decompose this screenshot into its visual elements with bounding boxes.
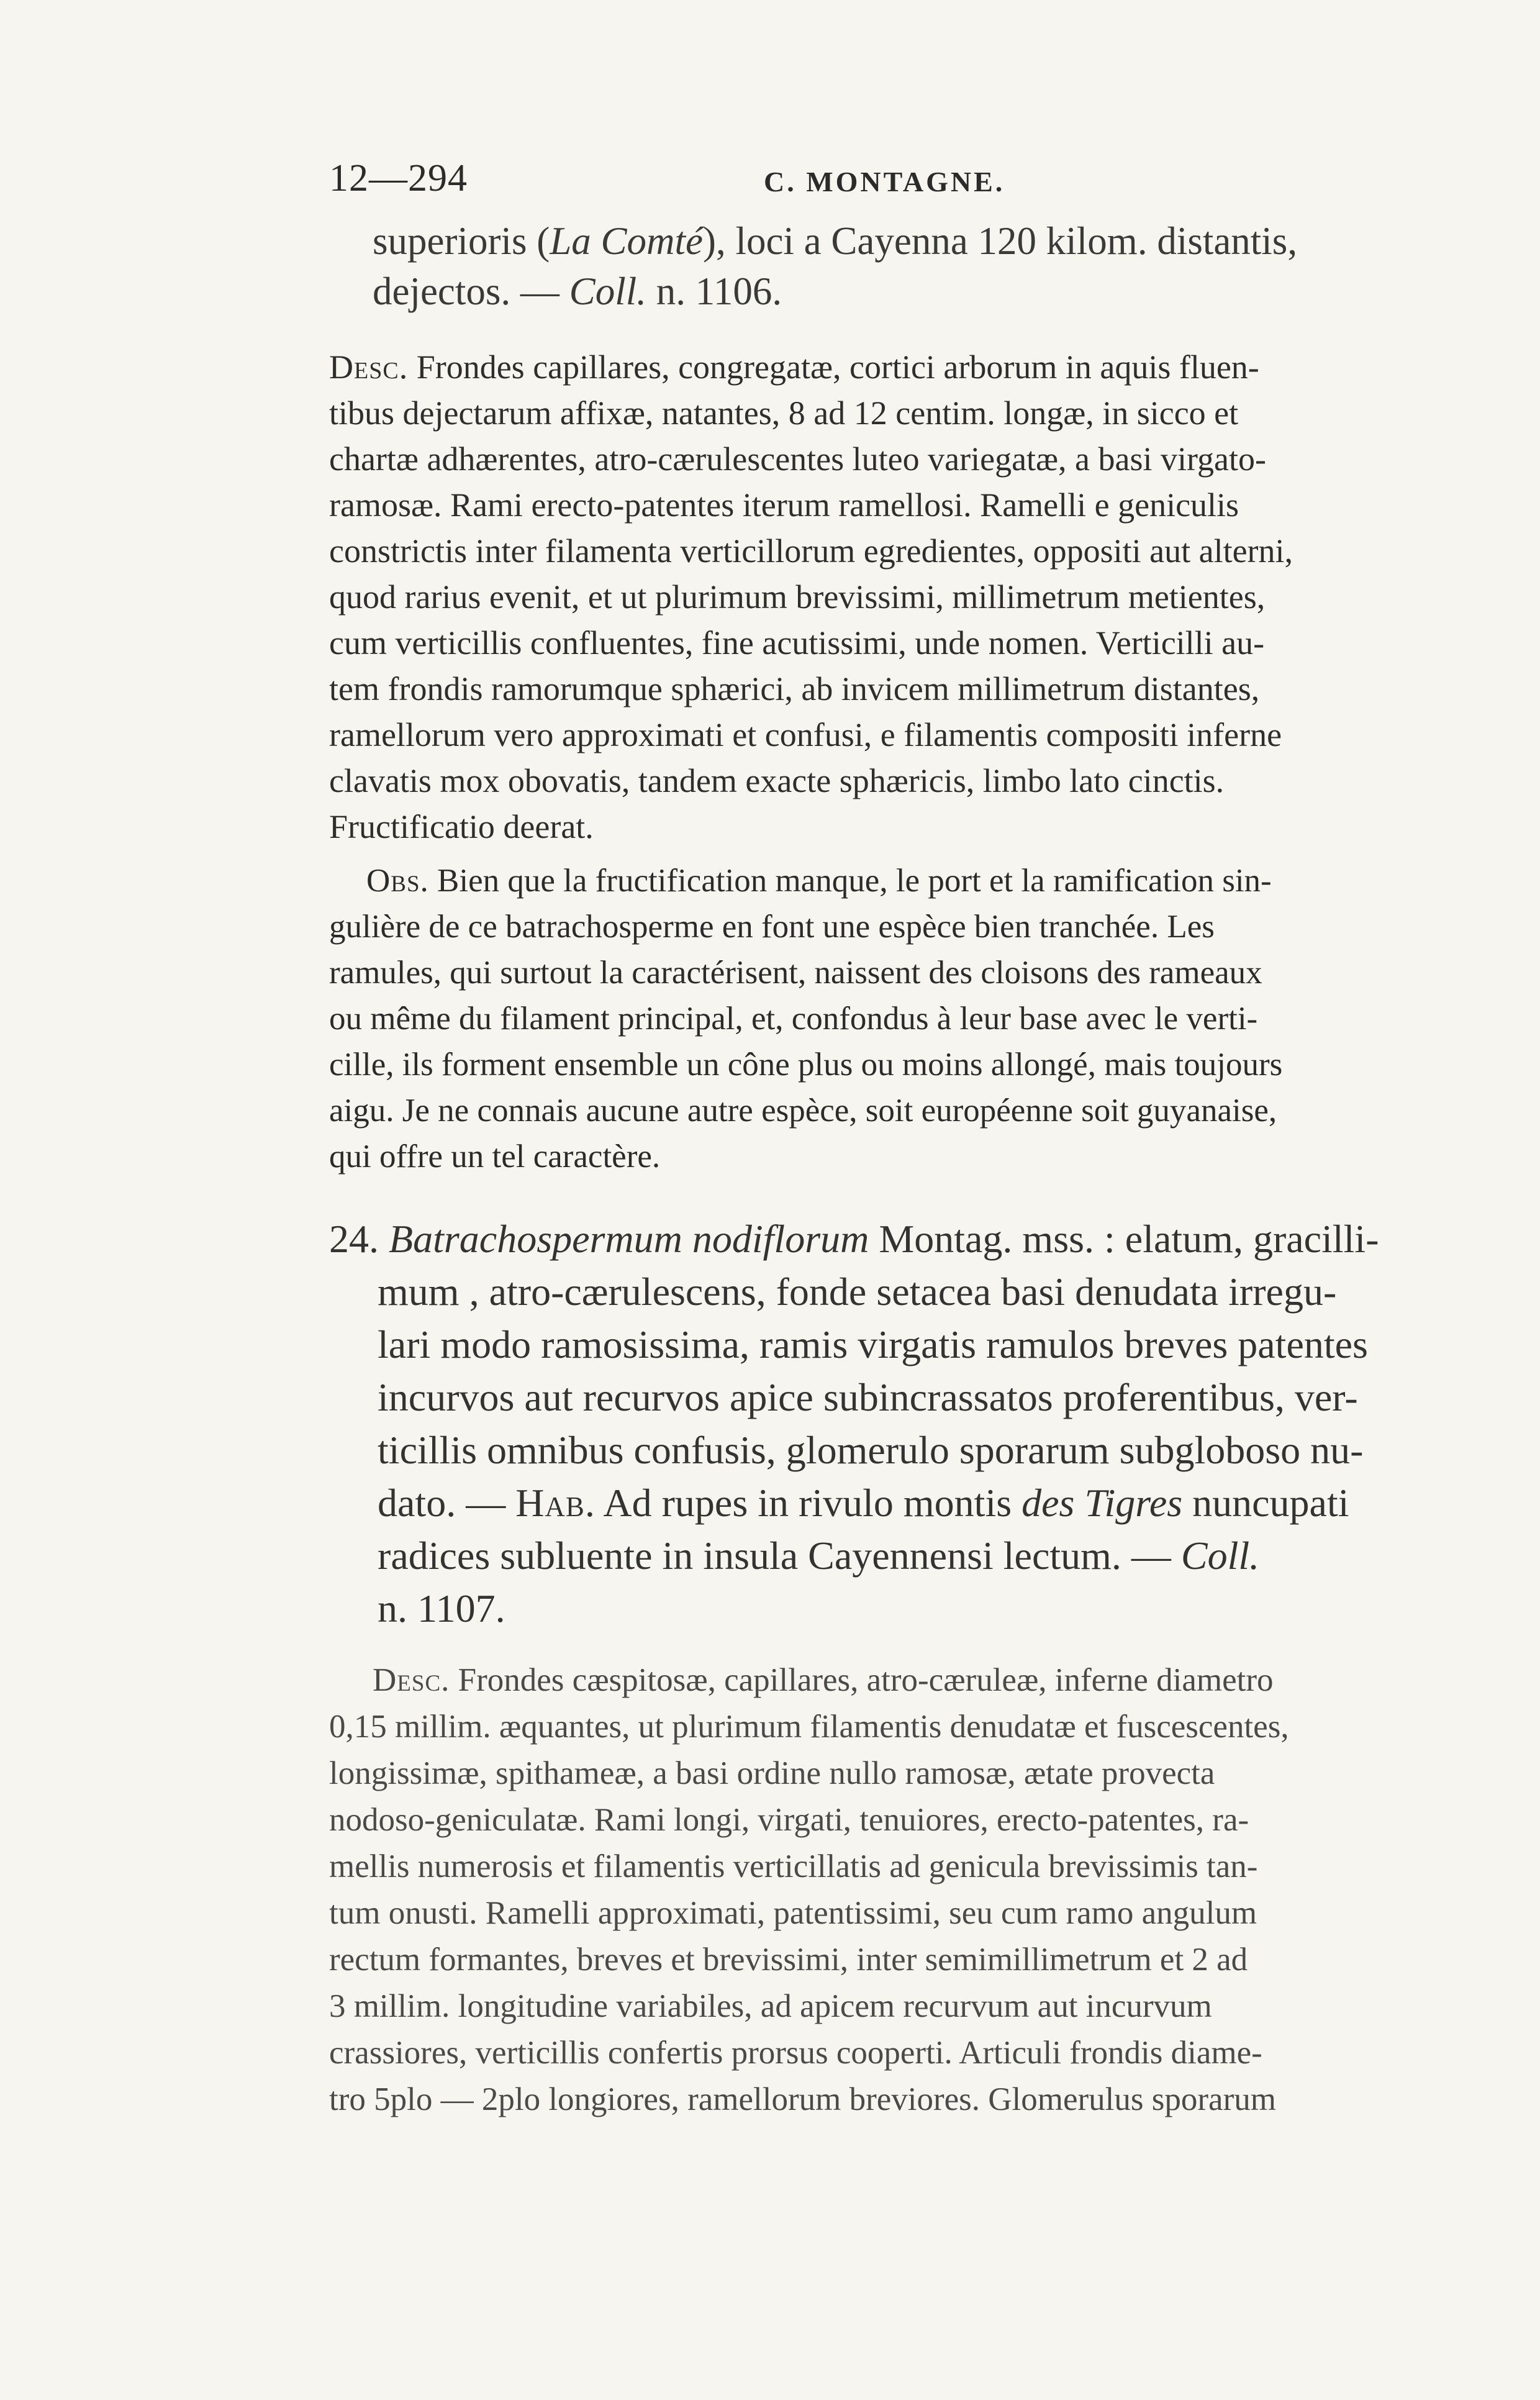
text-line: tem frondis ramorumque sphærici, ab invicem millimetrum distantes, xyxy=(329,670,1260,707)
page-number: 12—294 xyxy=(329,157,468,199)
text-line: ramules, qui surtout la caractérisent, naissent des cloisons des rameaux xyxy=(329,955,1262,991)
text-line: mum , atro-cærulescens, fonde setacea basi denudata irregu- xyxy=(378,1270,1337,1314)
text-line: 3 millim. longitudine variabiles, ad apicem recurvum aut incurvum xyxy=(329,1988,1212,2024)
section-label: Desc. xyxy=(373,1662,450,1698)
italic-coll: Coll. xyxy=(1180,1534,1260,1578)
running-title: C. MONTAGNE. xyxy=(764,166,1005,198)
text-line: Fructificatio deerat. xyxy=(329,808,594,845)
text-line: ramosæ. Rami erecto-patentes iterum ramellosi. Ramelli e geniculis xyxy=(329,486,1239,524)
habitat-label: Hab. xyxy=(515,1481,596,1525)
text-line: ou même du filament principal, et, confondus à leur base avec le verti- xyxy=(329,1001,1258,1037)
text-line: chartæ adhærentes, atro-cærulescentes luteo variegatæ, a basi virgato- xyxy=(329,440,1266,478)
text-line: 0,15 millim. æquantes, ut plurimum filamentis denudatæ et fuscescentes, xyxy=(329,1709,1289,1745)
italic-place: des Tigres xyxy=(1021,1481,1183,1525)
text-line: gulière de ce batrachosperme en font une espèce bien tranchée. Les xyxy=(329,909,1215,945)
text-line: incurvos aut recurvos apice subincrassatos proferentibus, ver- xyxy=(378,1375,1358,1419)
text-line: dejectos. — Coll. n. 1106. xyxy=(373,270,782,313)
text-line: Obs. Bien que la fructification manque, le port et la ramification sin- xyxy=(366,863,1272,899)
italic-place: La Comté xyxy=(550,219,703,263)
text-line: tum onusti. Ramelli approximati, patentissimi, seu cum ramo angulum xyxy=(329,1895,1257,1931)
text-line: quod rarius evenit, et ut plurimum brevissimi, millimetrum metientes, xyxy=(329,578,1266,616)
text-line: tro 5plo — 2plo longiores, ramellorum breviores. Glomerulus sporarum xyxy=(329,2081,1276,2117)
text-line: radices subluente in insula Cayennensi lectum. — Coll. xyxy=(378,1534,1260,1578)
text-line: ramellorum vero approximati et confusi, e filamentis compositi inferne xyxy=(329,716,1282,753)
text-line: cille, ils forment ensemble un cône plus ou moins allongé, mais toujours xyxy=(329,1047,1283,1083)
text-line: aigu. Je ne connais aucune autre espèce, soit européenne soit guyanaise, xyxy=(329,1093,1277,1129)
text-line: clavatis mox obovatis, tandem exacte sphæricis, limbo lato cinctis. xyxy=(329,762,1225,799)
text-line: longissimæ, spithameæ, a basi ordine nullo ramosæ, ætate provecta xyxy=(329,1755,1215,1791)
species-name: Batrachospermum nodiflorum xyxy=(379,1217,869,1261)
section-label: Desc. xyxy=(329,348,409,386)
page-header xyxy=(329,157,1472,206)
text-line: crassiores, verticillis confertis prorsus cooperti. Articuli frondis diame- xyxy=(329,2035,1262,2071)
text-line: constrictis inter filamenta verticillorum egredientes, oppositi aut alterni, xyxy=(329,532,1293,570)
text-line: qui offre un tel caractère. xyxy=(329,1139,661,1175)
entry-number: 24. xyxy=(329,1217,379,1261)
text-line: ticillis omnibus confusis, glomerulo sporarum subgloboso nu- xyxy=(378,1428,1364,1472)
text-line: superioris (La Comté), loci a Cayenna 120 kilom. distantis, xyxy=(373,219,1298,263)
text-line: tibus dejectarum affixæ, natantes, 8 ad 12 centim. longæ, in sicco et xyxy=(329,394,1239,432)
text-line: Desc. Frondes cæspitosæ, capillares, atro-cæruleæ, inferne diametro xyxy=(373,1662,1274,1698)
text-line: mellis numerosis et filamentis verticillatis ad genicula brevissimis tan- xyxy=(329,1848,1258,1884)
text-line: dato. — Hab. Ad rupes in rivulo montis des Tigres nuncupati xyxy=(378,1481,1349,1525)
italic-coll: Coll. xyxy=(569,270,646,313)
text-line: Desc. Frondes capillares, congregatæ, cortici arborum in aquis fluen- xyxy=(329,348,1259,386)
text-line: rectum formantes, breves et brevissimi, inter semimillimetrum et 2 ad xyxy=(329,1942,1248,1978)
text-line: lari modo ramosissima, ramis virgatis ramulos breves patentes xyxy=(378,1322,1368,1366)
text-line: cum verticillis confluentes, fine acutissimi, unde nomen. Verticilli au- xyxy=(329,624,1265,661)
text-line: n. 1107. xyxy=(378,1586,505,1630)
species-heading: 24. Batrachospermum nodiflorum Montag. mss. : elatum, gracilli- xyxy=(329,1217,1379,1261)
text-line: nodoso-geniculatæ. Rami longi, virgati, tenuiores, erecto-patentes, ra- xyxy=(329,1802,1249,1838)
section-label: Obs. xyxy=(366,863,429,899)
